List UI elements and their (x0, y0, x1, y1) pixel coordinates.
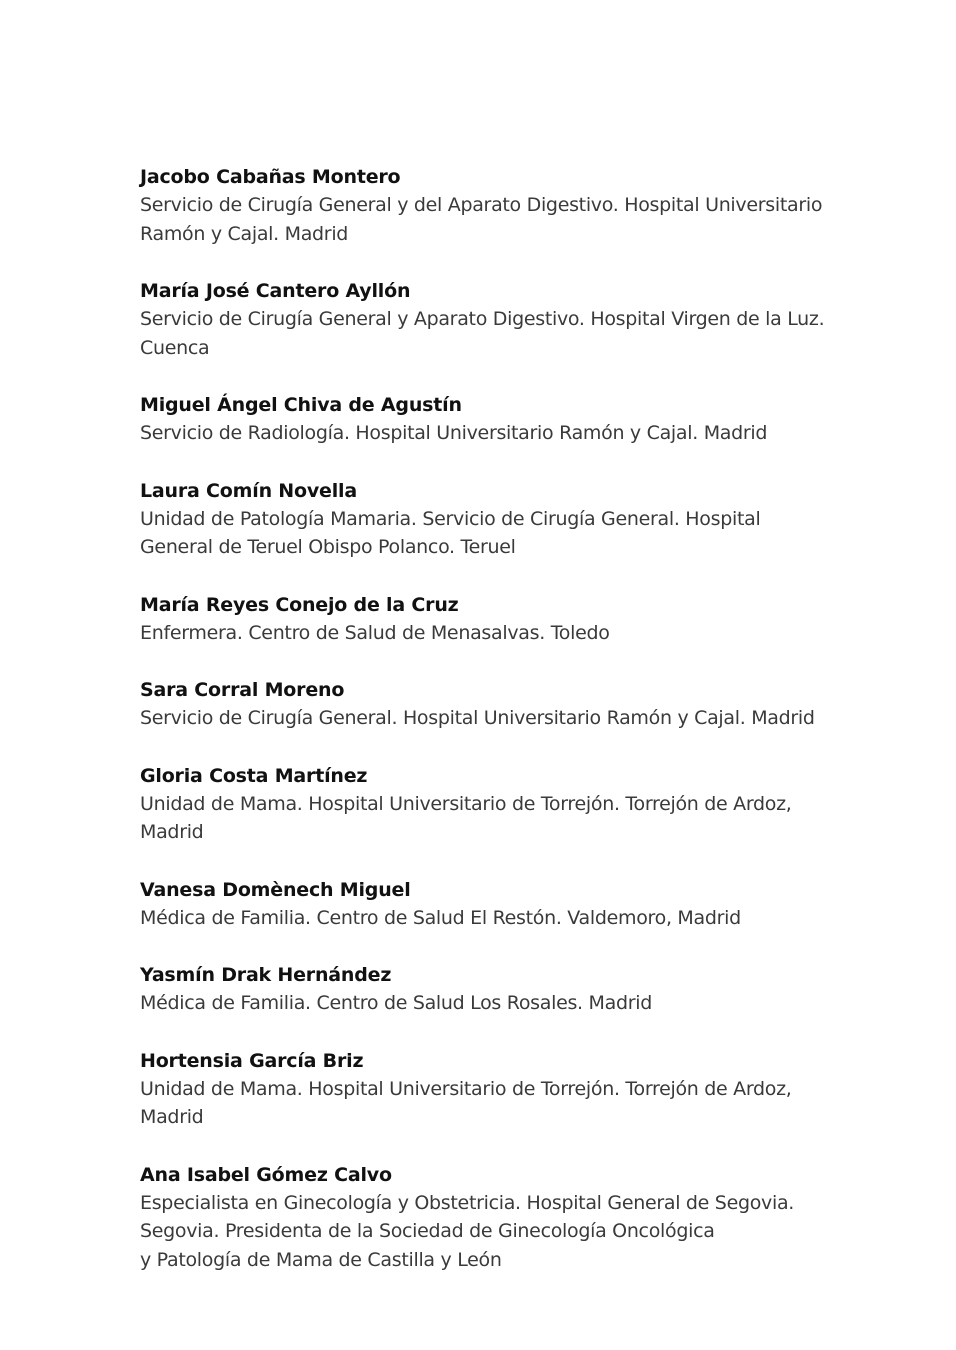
contributor-affiliation (140, 704, 830, 733)
contributor-entry (140, 591, 830, 648)
contributor-entry (140, 961, 830, 1018)
contributor-name: María José Cantero Ayllón (140, 280, 411, 302)
contributor-affiliation (140, 619, 830, 648)
contributor-affiliation (140, 1075, 830, 1132)
contributor-affiliation (140, 1189, 830, 1275)
affiliation-line: Cuenca (140, 336, 210, 359)
affiliation-line: Médica de Familia. Centro de Salud El Restón. Valdemoro, Madrid (140, 906, 741, 929)
contributor-affiliation (140, 904, 830, 933)
affiliation-line: Servicio de Radiología. Hospital Universitario Ramón y Cajal. Madrid (140, 422, 768, 444)
contributor-affiliation (140, 419, 830, 448)
contributor-affiliation (140, 305, 830, 362)
contributor-name: María Reyes Conejo de la Cruz (140, 593, 459, 616)
contributor-entry (140, 1047, 830, 1132)
contributor-entry (140, 277, 830, 362)
contributor-name: Yasmín Drak Hernández (140, 964, 392, 986)
contributor-name: Gloria Costa Martínez (140, 764, 368, 787)
contributor-entry (140, 762, 830, 847)
contributor-name: Sara Corral Moreno (140, 679, 345, 701)
affiliation-line: Unidad de Patología Mamaria. Servicio de Cirugía General. Hospital (140, 507, 761, 530)
contributor-affiliation (140, 191, 830, 248)
affiliation-line: Ramón y Cajal. Madrid (140, 222, 349, 245)
contributor-affiliation (140, 989, 830, 1018)
affiliation-line: Segovia. Presidenta de la Sociedad de Ginecología Oncológica (140, 1220, 715, 1242)
affiliation-line: y Patología de Mama de Castilla y León (140, 1248, 502, 1271)
contributor-affiliation (140, 790, 830, 847)
contributor-name: Jacobo Cabañas Montero (140, 166, 401, 188)
affiliation-line: Madrid (140, 1106, 204, 1128)
contributor-entry (140, 391, 830, 448)
affiliation-line: General de Teruel Obispo Polanco. Teruel (140, 536, 516, 558)
contributor-name: Laura Comín Novella (140, 479, 357, 502)
affiliation-line: Enfermera. Centro de Salud de Menasalvas. Toledo (140, 621, 610, 644)
contributor-name: Hortensia García Briz (140, 1049, 364, 1072)
contributor-name: Vanesa Domènech Miguel (140, 878, 411, 901)
contributor-name: Ana Isabel Gómez Calvo (140, 1163, 392, 1186)
contributor-entry (140, 1161, 830, 1275)
affiliation-line: Médica de Familia. Centro de Salud Los Rosales. Madrid (140, 992, 652, 1014)
contributor-name: Miguel Ángel Chiva de Agustín (140, 394, 462, 416)
contributor-entry (140, 876, 830, 933)
contributor-entry (140, 477, 830, 562)
affiliation-line: Servicio de Cirugía General. Hospital Universitario Ramón y Cajal. Madrid (140, 707, 815, 729)
affiliation-line: Especialista en Ginecología y Obstetricia. Hospital General de Segovia. (140, 1191, 795, 1214)
affiliation-line: Servicio de Cirugía General y Aparato Digestivo. Hospital Virgen de la Luz. (140, 308, 825, 330)
contributor-affiliation (140, 505, 830, 562)
affiliation-line: Madrid (140, 821, 204, 843)
contributor-entry (140, 676, 830, 733)
affiliation-line: Unidad de Mama. Hospital Universitario de Torrejón. Torrejón de Ardoz, (140, 792, 792, 815)
affiliation-line: Unidad de Mama. Hospital Universitario de Torrejón. Torrejón de Ardoz, (140, 1077, 792, 1100)
contributors-list (140, 163, 830, 1303)
affiliation-line: Servicio de Cirugía General y del Aparato Digestivo. Hospital Universitario (140, 194, 823, 216)
contributor-entry (140, 163, 830, 248)
